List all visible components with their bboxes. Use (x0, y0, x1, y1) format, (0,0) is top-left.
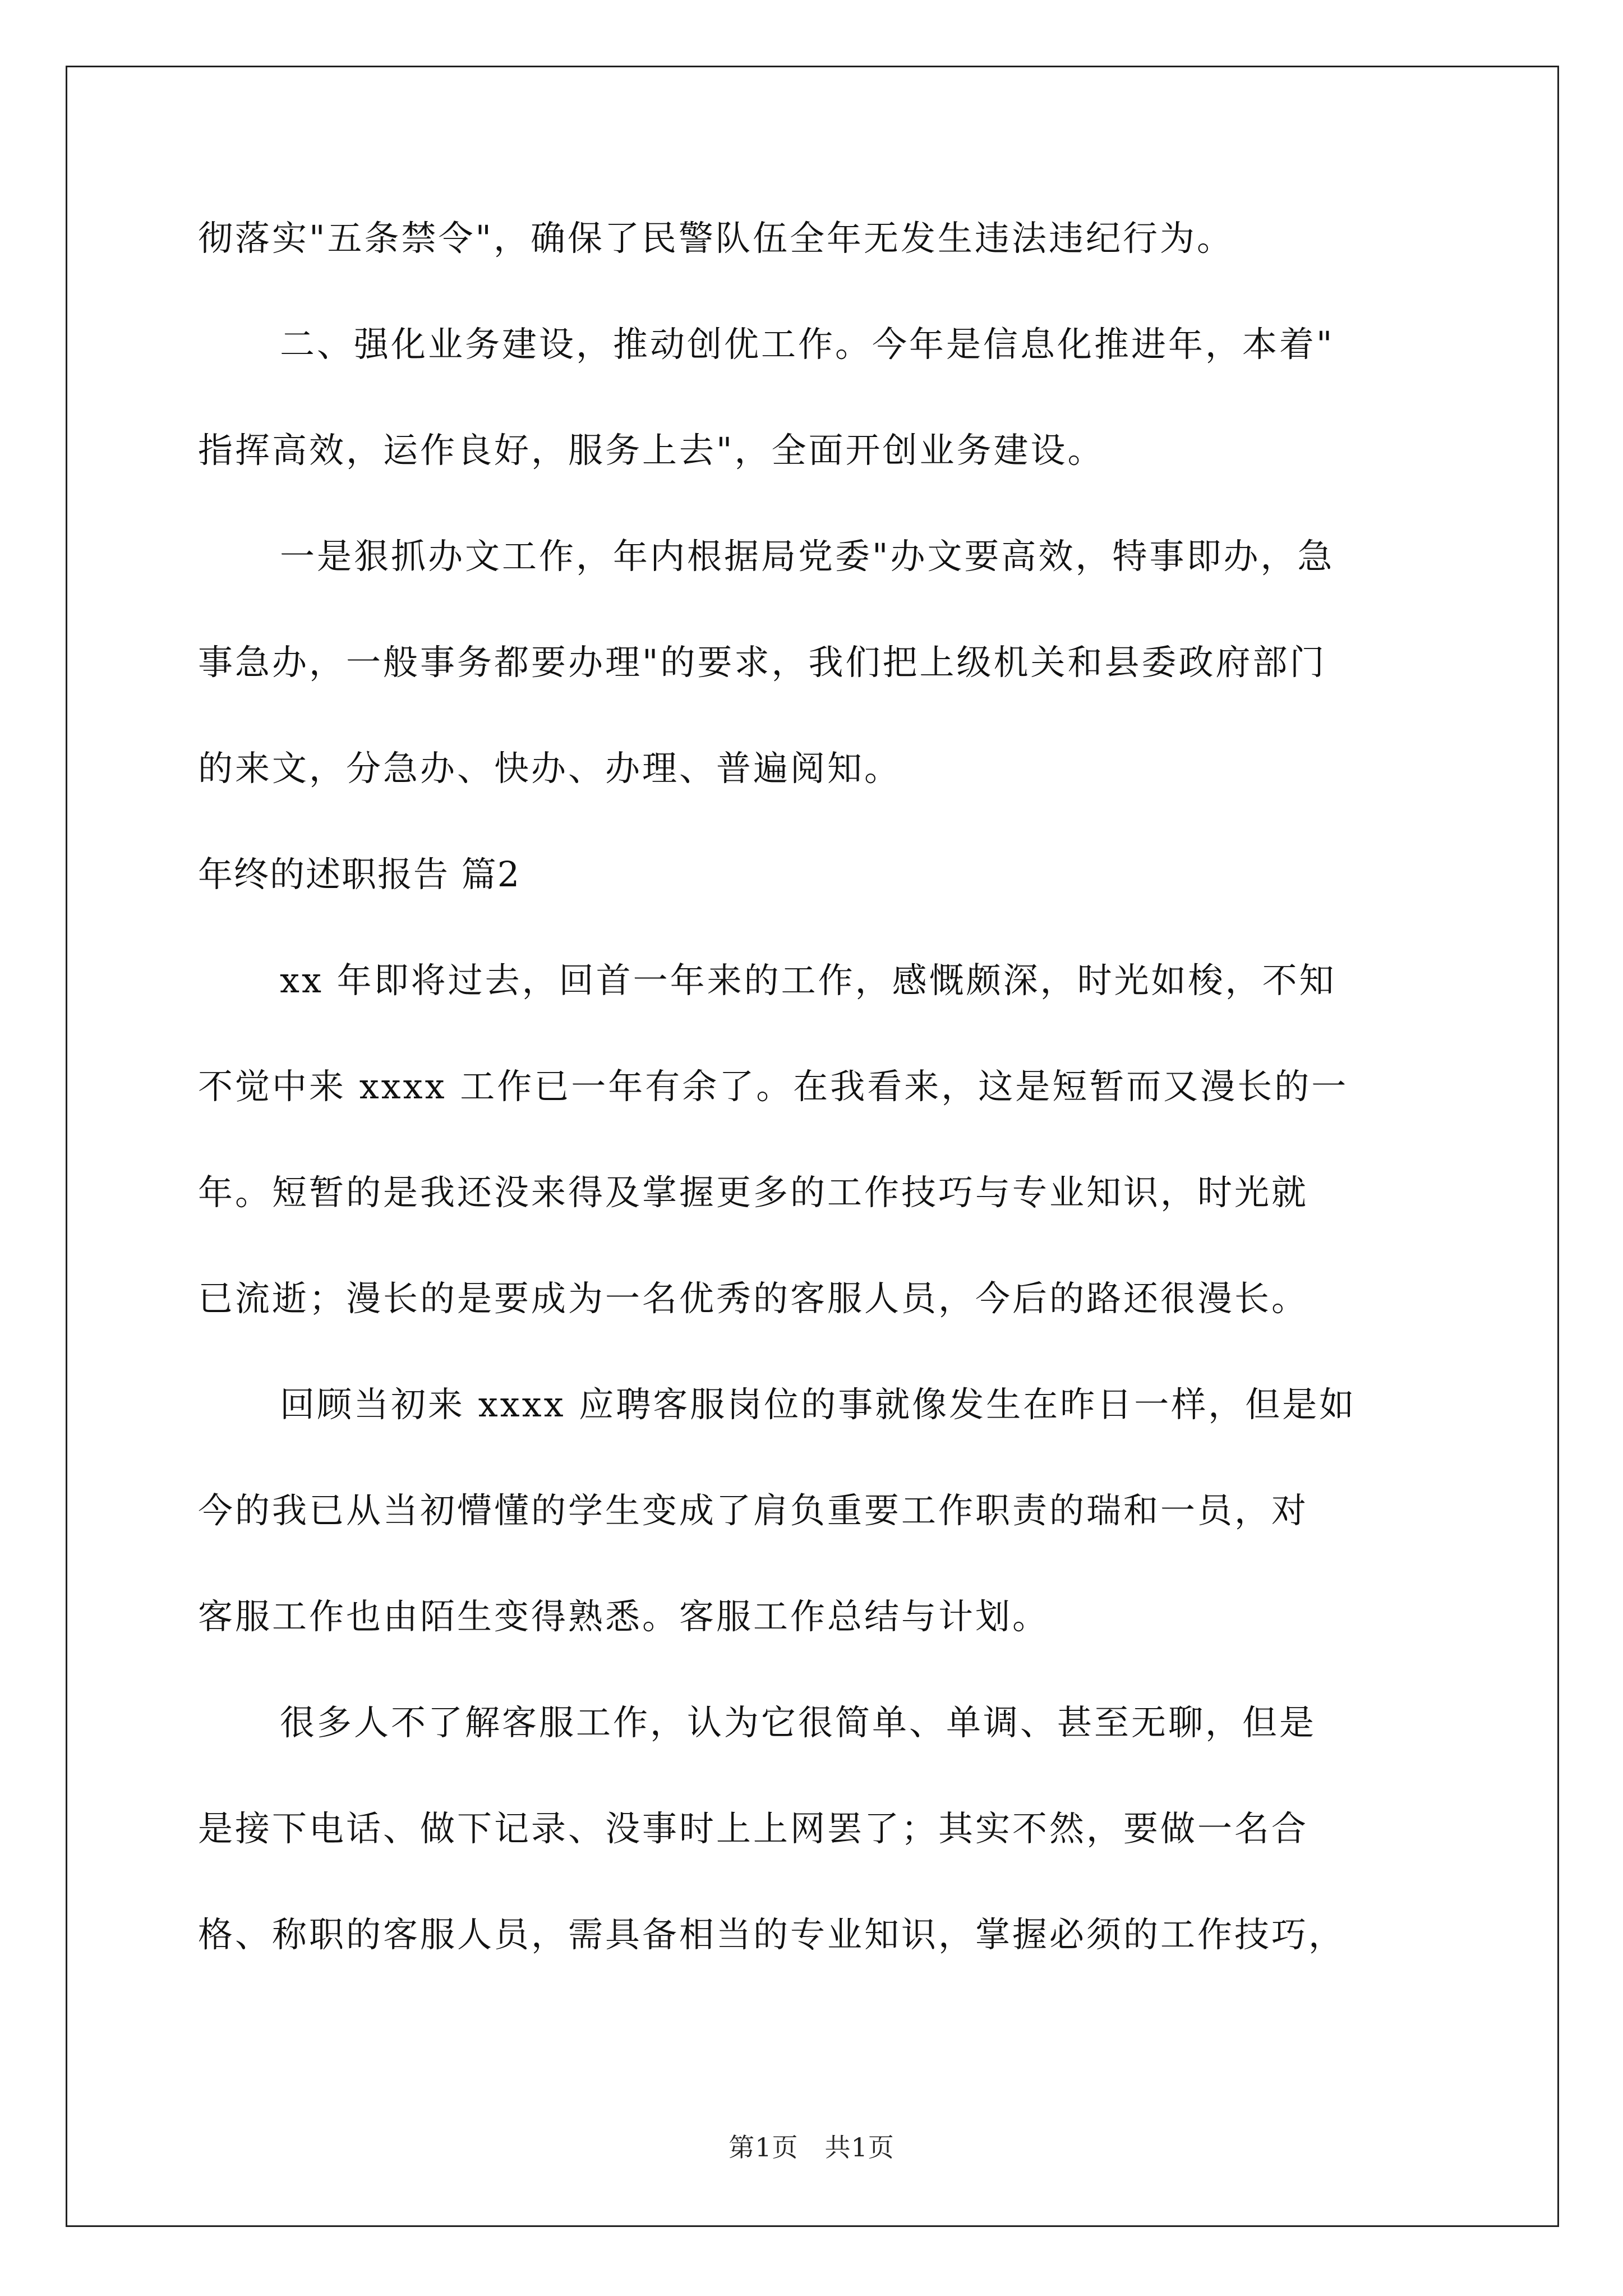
document-body (198, 210, 1437, 2013)
text-line: 的来文，分急办、快办、办理、普遍阅知。 (198, 748, 902, 789)
text-line: 指挥高效，运作良好，服务上去"，全面开创业务建设。 (198, 430, 1105, 471)
text-line: 年。短暂的是我还没来得及掌握更多的工作技巧与专业知识，时光就 (198, 1172, 1309, 1213)
text-line: 是接下电话、做下记录、没事时上上网罢了；其实不然，要做一名合 (198, 1808, 1309, 1849)
paragraph-start-line: 回顾当初来 xxxx 应聘客服岗位的事就像发生在昨日一样，但是如 (280, 1384, 1357, 1425)
section-heading: 年终的述职报告 篇2 (198, 854, 521, 895)
text-line: 彻落实"五条禁令"，确保了民警队伍全年无发生违法违纪行为。 (198, 218, 1234, 259)
text-line: 事急办，一般事务都要办理"的要求，我们把上级机关和县委政府部门 (198, 642, 1327, 683)
text-line: 客服工作也由陌生变得熟悉。客服工作总结与计划。 (198, 1596, 1050, 1637)
page-number-footer: 第1页 共1页 (728, 2132, 895, 2162)
paragraph-start-line: 很多人不了解客服工作，认为它很简单、单调、甚至无聊，但是 (280, 1702, 1317, 1743)
paragraph-start-line: 一是狠抓办文工作，年内根据局党委"办文要高效，特事即办，急 (280, 536, 1335, 577)
paragraph-start-line: xx 年即将过去，回首一年来的工作，感慨颇深，时光如梭，不知 (280, 960, 1336, 1001)
text-line: 格、称职的客服人员，需具备相当的专业知识，掌握必须的工作技巧， (198, 1914, 1346, 1955)
text-line: 已流逝；漫长的是要成为一名优秀的客服人员，今后的路还很漫长。 (198, 1278, 1309, 1319)
text-line: 不觉中来 xxxx 工作已一年有余了。在我看来，这是短暂而又漫长的一 (198, 1066, 1349, 1107)
paragraph-start-line: 二、强化业务建设，推动创优工作。今年是信息化推进年，本着" (280, 324, 1335, 365)
text-line: 今的我已从当初懵懂的学生变成了肩负重要工作职责的瑞和一员，对 (198, 1490, 1309, 1531)
